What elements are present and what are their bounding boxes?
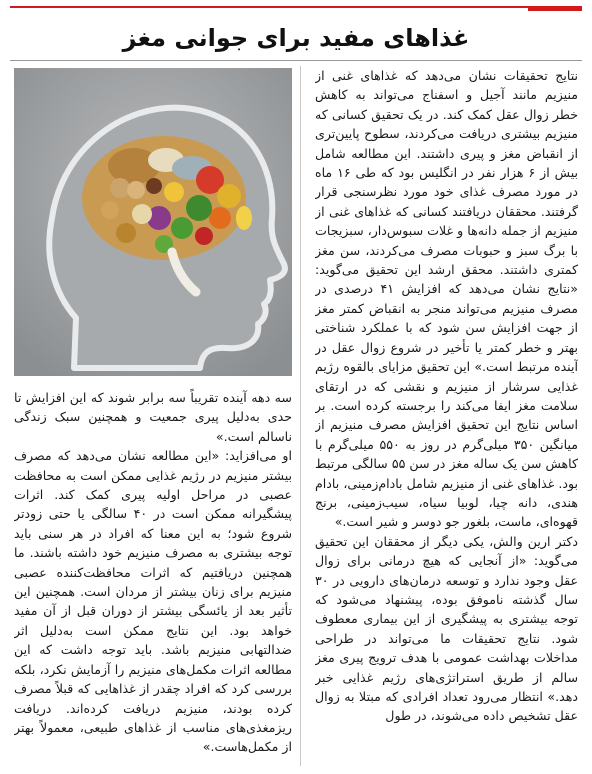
paragraph: او می‌افزاید: «این مطالعه نشان می‌دهد که مصرف بیشتر منیزیم در رژیم غذایی ممکن است به محافظت عصبی در مراحل اولیه پیری کمک کند. اثرات پیشگیرانه ممکن است در ۴۰ سالگی یا حتی زودتر شروع شود؛ به این معنا که افراد در هر سنی باید توجه بیشتری به مصرف منیزیم خود داشته باشند. ما همچنین دریافتیم که اثرات محافظت‌کننده عصبی منیزیم برای زنان بیشتر از مردان است. همچنین این تأثیر بعد از یائسگی بیشتر از دوران قبل از آن مفید خواهد بود. این نتایج ممکن است به‌دلیل اثر ضدالتهابی منیزیم باشد. باید توجه داشت که این مطالعه اثرات مکمل‌های منیزیم را آزمایش نکرد، بلکه بررسی کرد که افراد چقدر از غذاهایی که قبلاً مصرف کرده بودند، منیزیم دریافت کرده‌اند. دریافت ریزمغذی‌های مناسب از غذاهای طبیعی، معمولاً بهتر از مکمل‌هاست.» (14, 448, 292, 755)
article-body-right-column (315, 66, 578, 768)
article-title: غذاهای مفید برای جوانی مغز (122, 24, 470, 52)
title-divider (10, 60, 582, 61)
paragraph: نتایج تحقیقات نشان می‌دهد که غذاهای غنی از منیزیم مانند آجیل و اسفناج می‌تواند به کاهش خطر زوال عقل کمک کند. در یک تحقیق کسانی که منیزیم بیشتری دریافت می‌کردند، سطوح پایین‌تری از انقباض مغز و پیری داشتند. این مطالعه شامل بیش از ۶ هزار نفر در انگلیس بود که طی ۱۶ ماه در مورد مصرف غذای خود مورد نظرسنجی قرار گرفتند. محققان دریافتند کسانی که غذاهای غنی از منیزیم از جمله دانه‌ها و غلات سبوس‌دار، سبزیجات با برگ سبز و حبوبات مصرف می‌کردند، سن مغز کمتری داشتند. محقق ارشد این تحقیق می‌گوید: «نتایج نشان می‌دهد که افزایش ۴۱ درصدی در مصرف منیزیم می‌تواند منجر به انقباض کمتر مغز از جهت افزایش سن شود که با عملکرد شناختی بهتر و خطر کمتر یا تأخیر در شروع زوال عقل در آینده مرتبط است.» این تحقیق مزایای بالقوه رژیم غذایی سرشار از منیزیم و نقشی که در ارتقای سلامت مغز ایفا می‌کند را برجسته کرده است. بر اساس نتایج این تحقیق افزایش مصرف منیزیم از میانگین ۳۵۰ میلی‌گرم در روز به ۵۵۰ میلی‌گرم با کاهش سن یک ساله مغز در سن ۵۵ سالگی مرتبط بود. غذاهای غنی از منیزیم شامل بادام‌زمینی، بادام هندی، دانه چیا، لوبیا سیاه، سیب‌زمینی، برنج قهوه‌ای، ماست، بلغور جو دوسر و شیر است.» (315, 68, 578, 530)
paragraph: سه دهه آینده تقریباً سه برابر شوند که این افزایش تا حدی به‌دلیل پیری جمعیت و همچنین سبک زندگی ناسالم است.» (14, 390, 292, 444)
article-photo (14, 68, 292, 376)
article-body-left-column (14, 388, 292, 768)
head-silhouette-with-food-brain-icon (14, 68, 292, 376)
paragraph: دکتر ارین والش، یکی دیگر از محققان این تحقیق می‌گوید: «از آنجایی که هیچ درمانی برای زوال عقل وجود ندارد و توسعه درمان‌های دارویی در ۳۰ سال گذشته ناموفق بوده، پیشنهاد می‌شود که توجه بیشتری به پیشگیری از این بیماری معطوف شود. نتایج تحقیقات ما می‌تواند در طراحی مداخلات بهداشت عمومی با هدف ترویج پیری مغز سالم از طریق استراتژی‌های رژیم غذایی خبر دهد.» انتظار می‌رود تعداد افرادی که مبتلا به زوال عقل تشخیص داده می‌شوند، در طول (315, 533, 578, 724)
section-red-mark (528, 6, 582, 11)
top-red-rule (10, 6, 582, 8)
column-divider (300, 66, 301, 766)
